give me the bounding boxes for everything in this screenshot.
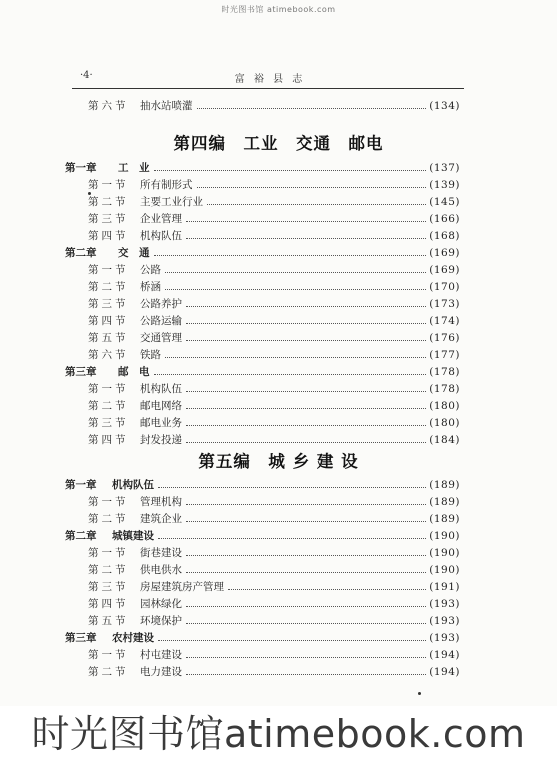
leader-dots <box>186 228 426 239</box>
toc-chapter-row[interactable] <box>0 160 557 176</box>
toc-entry-number: 第五节 <box>88 615 129 627</box>
toc-entry-page: (193) <box>429 615 460 627</box>
toc-entry-title: 农村建设 <box>112 632 154 644</box>
toc-entry-page: (184) <box>429 434 460 446</box>
toc-entry-page: (193) <box>429 632 460 644</box>
toc-section-row[interactable] <box>0 177 557 193</box>
toc-section-row[interactable] <box>0 545 557 561</box>
toc-entry-number: 第二节 <box>88 513 129 525</box>
toc-entry-page: (190) <box>429 530 460 542</box>
toc-entry-number: 第二节 <box>88 196 129 208</box>
leader-dots <box>186 562 426 573</box>
toc-entry-number: 第一节 <box>88 179 129 191</box>
leader-dots <box>186 432 426 443</box>
toc-entry-page: (180) <box>429 400 460 412</box>
toc-entry-title: 邮电网络 <box>140 400 182 412</box>
leader-dots <box>186 664 426 675</box>
toc-entry-title: 电力建设 <box>140 666 182 678</box>
page-number: ·4· <box>80 70 93 81</box>
toc-entry-page: (189) <box>429 513 460 525</box>
toc-entry-title: 管理机构 <box>140 496 182 508</box>
toc-section-row[interactable] <box>0 398 557 414</box>
leader-dots <box>197 98 426 109</box>
toc-section-row[interactable] <box>0 330 557 346</box>
header-rule <box>72 88 464 89</box>
toc-entry-page: (174) <box>429 315 460 327</box>
toc-entry-title: 园林绿化 <box>140 598 182 610</box>
leader-dots <box>186 398 426 409</box>
toc-chapter-row[interactable] <box>0 245 557 261</box>
toc-entry-page: (190) <box>429 547 460 559</box>
toc-entry-page: (178) <box>429 383 460 395</box>
toc-entry-number: 第三节 <box>88 213 129 225</box>
toc-entry-page: (169) <box>429 247 460 259</box>
toc-section-row[interactable] <box>0 296 557 312</box>
leader-dots <box>186 330 426 341</box>
leader-dots <box>186 545 426 556</box>
toc-entry-page: (168) <box>429 230 460 242</box>
toc-entry-title: 封发投递 <box>140 434 182 446</box>
leader-dots <box>197 177 426 188</box>
footer-watermark: 时光图书馆atimebook.com <box>0 706 557 768</box>
toc-entry-title: 铁路 <box>140 349 161 361</box>
toc-section-row[interactable] <box>0 313 557 329</box>
toc-chapter-row[interactable] <box>0 477 557 493</box>
toc-entry-title: 交通管理 <box>140 332 182 344</box>
leader-dots <box>165 279 426 290</box>
toc-entry-number: 第四节 <box>88 434 129 446</box>
leader-dots <box>165 347 426 358</box>
toc-section-row[interactable] <box>0 664 557 680</box>
leader-dots <box>165 262 426 273</box>
toc-entry-title: 主要工业行业 <box>140 196 203 208</box>
toc-entry-title: 工 业 <box>118 162 150 174</box>
toc-entry-number: 第一节 <box>88 496 129 508</box>
toc-entry-number: 第二节 <box>88 400 129 412</box>
toc-entry-page: (173) <box>429 298 460 310</box>
toc-entry-page: (166) <box>429 213 460 225</box>
toc-entry-number: 第三节 <box>88 417 129 429</box>
leader-dots <box>186 381 426 392</box>
toc-section-row[interactable] <box>0 562 557 578</box>
toc-chapter-row[interactable] <box>0 630 557 646</box>
leader-dots <box>154 364 426 375</box>
toc-entry-number: 第二章 <box>65 530 97 542</box>
toc-entry-page: (145) <box>429 196 460 208</box>
toc-entry-number: 第一章 <box>65 162 97 174</box>
toc-section-row[interactable] <box>0 647 557 663</box>
toc-section-row[interactable] <box>0 279 557 295</box>
toc-entry-number: 第二章 <box>65 247 97 259</box>
toc-section-row[interactable] <box>0 347 557 363</box>
toc-entry-number: 第六节 <box>88 100 129 112</box>
toc-entry-number: 第一节 <box>88 264 129 276</box>
toc-entry-title: 城镇建设 <box>112 530 154 542</box>
leader-dots <box>186 494 426 505</box>
scan-speck <box>418 692 421 695</box>
running-header <box>80 70 460 86</box>
toc-entry-number: 第二节 <box>88 666 129 678</box>
toc-entry-title: 公路运输 <box>140 315 182 327</box>
leader-dots <box>186 511 426 522</box>
leader-dots <box>158 630 426 641</box>
toc-entry-title: 环境保护 <box>140 615 182 627</box>
toc-section-row[interactable] <box>0 511 557 527</box>
toc-entry-number: 第三节 <box>88 581 129 593</box>
toc-section-row[interactable] <box>0 613 557 629</box>
toc-entry-page: (194) <box>429 649 460 661</box>
leader-dots <box>186 647 426 658</box>
toc-entry-number: 第一章 <box>65 479 97 491</box>
toc-entry-page: (180) <box>429 417 460 429</box>
toc-entry-page: (170) <box>429 281 460 293</box>
toc-section-row[interactable] <box>0 194 557 210</box>
toc-chapter-row[interactable] <box>0 364 557 380</box>
toc-entry-title: 供电供水 <box>140 564 182 576</box>
toc-entry-title: 房屋建筑房产管理 <box>140 581 224 593</box>
toc-entry-page: (177) <box>429 349 460 361</box>
toc-entry-title: 公路 <box>140 264 161 276</box>
scan-speck <box>88 192 91 195</box>
toc-entry-number: 第四节 <box>88 315 129 327</box>
toc-entry-number: 第四节 <box>88 598 129 610</box>
toc-entry-title: 抽水站喷灌 <box>140 100 193 112</box>
toc-entry-number: 第一节 <box>88 649 129 661</box>
toc-entry-title: 交 通 <box>118 247 150 259</box>
toc-section-row[interactable] <box>0 596 557 612</box>
toc-entry-number: 第二节 <box>88 281 129 293</box>
toc-entry-number: 第六节 <box>88 349 129 361</box>
toc-section-row[interactable] <box>0 262 557 278</box>
toc-entry-page: (137) <box>429 162 460 174</box>
toc-entry-page: (191) <box>429 581 460 593</box>
toc-entry-number: 第三章 <box>65 366 97 378</box>
toc-entry-number: 第二节 <box>88 564 129 576</box>
leader-dots <box>186 613 426 624</box>
leader-dots <box>186 211 426 222</box>
toc-section-row[interactable] <box>0 211 557 227</box>
toc-entry-page: (139) <box>429 179 460 191</box>
toc-entry-title: 企业管理 <box>140 213 182 225</box>
toc-section-row[interactable] <box>0 494 557 510</box>
toc-entry-page: (178) <box>429 366 460 378</box>
toc-section-row[interactable] <box>0 228 557 244</box>
toc-section-row[interactable] <box>0 579 557 595</box>
toc-entry-title: 机构队伍 <box>140 383 182 395</box>
leader-dots <box>186 415 426 426</box>
toc-entry-number: 第五节 <box>88 332 129 344</box>
leader-dots <box>158 528 426 539</box>
toc-entry-title: 机构队伍 <box>140 230 182 242</box>
leader-dots <box>186 313 426 324</box>
toc-entry-number: 第四节 <box>88 230 129 242</box>
toc-entry-number: 第一节 <box>88 383 129 395</box>
site-top-watermark: 时光图书馆 atimebook.com <box>221 5 336 14</box>
leader-dots <box>154 245 426 256</box>
toc-section-row[interactable] <box>0 432 557 448</box>
toc-entry-page: (194) <box>429 666 460 678</box>
leader-dots <box>207 194 426 205</box>
toc-section-row[interactable] <box>0 381 557 397</box>
leader-dots <box>186 596 426 607</box>
toc-entry-number: 第三节 <box>88 298 129 310</box>
leader-dots <box>154 160 426 171</box>
toc-entry-number: 第三章 <box>65 632 97 644</box>
toc-entry-page: (176) <box>429 332 460 344</box>
toc-section-row[interactable] <box>0 415 557 431</box>
toc-entry-page: (134) <box>429 100 460 112</box>
toc-entry-title: 建筑企业 <box>140 513 182 525</box>
toc-section-row[interactable] <box>0 98 557 114</box>
toc-entry-page: (189) <box>429 496 460 508</box>
toc-entry-page: (190) <box>429 564 460 576</box>
toc-entry-page: (169) <box>429 264 460 276</box>
toc-entry-page: (189) <box>429 479 460 491</box>
toc-entry-title: 机构队伍 <box>112 479 154 491</box>
toc-chapter-row[interactable] <box>0 528 557 544</box>
leader-dots <box>228 579 426 590</box>
toc-entry-title: 桥涵 <box>140 281 161 293</box>
part-title: 第五编 城 乡 建 设 <box>198 452 359 471</box>
leader-dots <box>186 296 426 307</box>
leader-dots <box>158 477 426 488</box>
book-title: 富 裕 县 志 <box>234 74 306 85</box>
toc-entry-title: 邮电业务 <box>140 417 182 429</box>
part-title: 第四编 工业 交通 邮电 <box>173 134 384 153</box>
toc-entry-title: 村屯建设 <box>140 649 182 661</box>
toc-entry-title: 邮 电 <box>118 366 150 378</box>
toc-entry-page: (193) <box>429 598 460 610</box>
toc-entry-title: 所有制形式 <box>140 179 193 191</box>
toc-entry-title: 街巷建设 <box>140 547 182 559</box>
toc-entry-title: 公路养护 <box>140 298 182 310</box>
toc-entry-number: 第一节 <box>88 547 129 559</box>
